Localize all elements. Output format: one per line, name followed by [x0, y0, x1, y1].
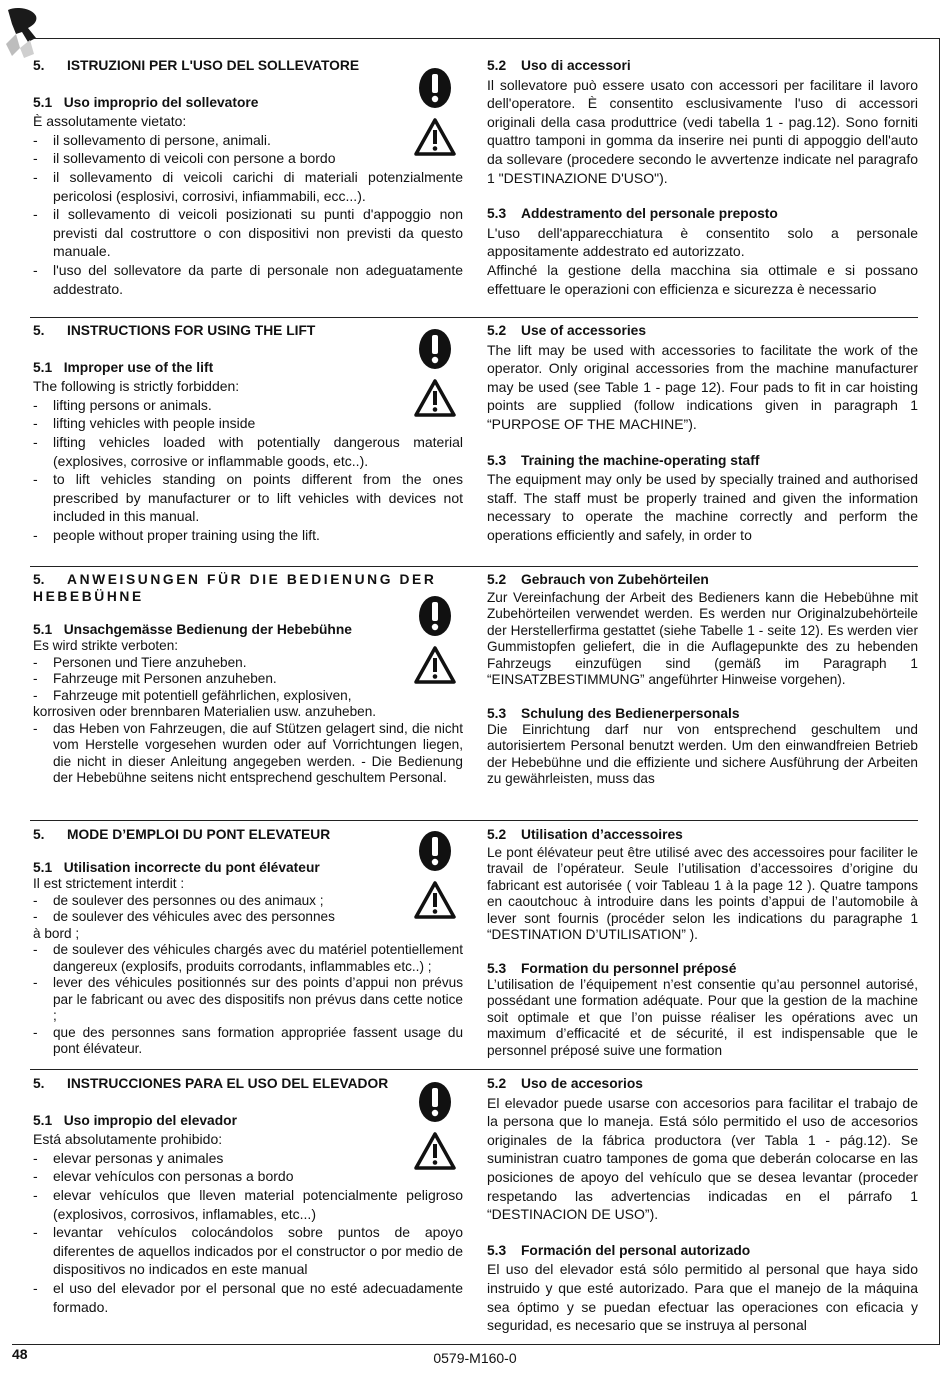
- section-title: 5. INSTRUCTIONS FOR USING THE LIFT: [33, 323, 316, 338]
- subsection-title: 5.3 Formación del personal autorizado: [487, 1242, 751, 1258]
- list-item: - de soulever des véhicules avec des personnes: [33, 909, 463, 926]
- subsection-title: 5.1 Improper use of the lift: [33, 359, 214, 375]
- warning-triangle-icon: [413, 645, 457, 685]
- list-item: - il sollevamento di veicoli carichi di materiali potenzialmente pericolosi (esplosivi, corrosivi, infiammabili, ecc...).: [33, 168, 463, 205]
- paragraph: L'uso dell'apparecchiatura è consentito solo a personale appositamente addestrato ed autorizzato.: [487, 224, 918, 260]
- list-item: - to lift vehicles standing on points different from the ones prescribed by manufacturer or to lift vehicles with devices not included in this manual.: [33, 470, 463, 526]
- section-title: 5. INSTRUCCIONES PARA EL USO DEL ELEVADOR: [33, 1076, 389, 1091]
- warning-triangle-icon: [413, 1131, 457, 1171]
- subsection-title: 5.2 Gebrauch von Zubehörteilen: [487, 572, 709, 587]
- forbidden-list: [33, 131, 463, 298]
- forbidden-list: [33, 655, 463, 705]
- stop-exclamation-icon: [417, 830, 453, 872]
- subsection-title: 5.2 Uso di accessori: [487, 58, 631, 73]
- safety-icons: [413, 1081, 457, 1171]
- stop-exclamation-icon: [417, 328, 453, 370]
- intro-text: Está absolutamente prohibido:: [33, 1131, 223, 1148]
- list-item: - elevar personas y animales: [33, 1149, 463, 1168]
- warning-triangle-icon: [413, 880, 457, 920]
- intro-text: The following is strictly forbidden:: [33, 378, 240, 395]
- list-item: - que des personnes sans formation appropriée fassent usage du pont élévateur.: [33, 1025, 463, 1058]
- paragraph: The equipment may only be used by specially trained and authorised staff. The staff must be properly trained and given the information necessary to operate the machine correctly and perform the operations efficiently and safely, in order to: [487, 471, 918, 543]
- warning-triangle-icon: [413, 378, 457, 418]
- list-item: - el uso del elevador por el personal que no esté adecuadamente formado.: [33, 1279, 463, 1316]
- safety-icons: [413, 595, 457, 685]
- list-item: - il sollevamento di persone, animali.: [33, 131, 463, 150]
- section-title: 5. ISTRUZIONI PER L'USO DEL SOLLEVATORE: [33, 58, 360, 73]
- list-continuation: korrosiven oder brennbaren Materialien usw. anzuheben.: [33, 704, 377, 719]
- paragraph: El uso del elevador está sólo permitido al personal que haya sido instruido y que esté autorizado. Para que el manejo de la máquina sea óptimo y se puedan efectuar las operaciones con eficacia y seguridad, es necesario que se instruya al personal: [487, 1261, 918, 1334]
- subsection-title: 5.1 Utilisation incorrecte du pont élévateur: [33, 860, 320, 875]
- list-item: - lever des véhicules positionnés sur des points d’appui non prévus par le fabricant ou avec des dispositifs non prévus dans cette notice ;: [33, 975, 463, 1025]
- paragraph: Die Einrichtung darf nur von entsprechend geschultem und autorisiertem Personal benutzt werden. Um den einwandfreien Betrieb der Hebebühne und die effiziente und sichere Ausführung der Arbeiten zu gewährleisten, muss das: [487, 721, 918, 787]
- subsection-title: 5.3 Training the machine-operating staff: [487, 452, 760, 468]
- list-item: - l'uso del sollevatore da parte di personale non adeguatamente addestrato.: [33, 261, 463, 298]
- list-item: - il sollevamento di veicoli con persone a bordo: [33, 149, 463, 168]
- stop-exclamation-icon: [417, 67, 453, 109]
- paragraph: Le pont élévateur peut être utilisé avec des accessoires pour faciliter le travail de l’opérateur. Seule l’utilisation d’accessoires d’origine du fabricant est autorisée ( voir Tableau 1 à la page 12 ). Quatre tampons en caoutchouc à introduire dans les points d’appui de l’automobile à lever sont fournis (procéder selon les indications du paragraphe 1 “DESTINATION D’UTILISATION” ).: [487, 844, 918, 943]
- section-separator: [30, 820, 918, 821]
- section-title: 5. MODE D’EMPLOI DU PONT ELEVATEUR: [33, 827, 331, 842]
- list-item: - people without proper training using the lift.: [33, 526, 463, 545]
- forbidden-list: [33, 396, 463, 545]
- paragraph: El elevador puede usarse con accesorios para facilitar el trabajo de la persona que lo maneja. Está sólo permitido el uso de accesorios originales de la fábrica productora (ver Tabla 1 - pág.12). Se suministran cuatro tampones de goma que deberán colocarse en las posiciones de apoyo del vehículo que se desea levantar (proceder respetando las advertencias indicadas en el párrafo 1 “DESTINACION DE USO”).: [487, 1094, 918, 1223]
- intro-text: Es wird strikte verboten:: [33, 638, 179, 653]
- paragraph: The lift may be used with accessories to facilitate the work of the operator. Only original accessories from the machine manufacturer may be used (see Table 1 - page 12). Four pads to fit in car hoisting points are supplied (follow indications given in paragraph 1 “PURPOSE OF THE MACHINE”).: [487, 341, 918, 432]
- section-separator: [30, 1069, 918, 1070]
- subsection-title: 5.1 Uso impropio del elevador: [33, 1112, 237, 1128]
- logo-mark: [2, 4, 44, 58]
- list-item: - de soulever des personnes ou des animaux ;: [33, 893, 463, 910]
- list-item: - lifting vehicles with people inside: [33, 414, 463, 433]
- paragraph: Affinché la gestione della macchina sia ottimale e si possano effettuare le operazioni con efficienza e sicurezza è necessario: [487, 261, 918, 297]
- list-item: - das Heben von Fahrzeugen, die auf Stützen gelagert sind, die nicht vom Herstelle vorgesehen wurden oder auf Vorrichtungen liegen, die nicht in dieser Anleitung angegeben werden. - Die Bedienung der Hebebühne seitens nicht entsprechend geschultem Personal.: [33, 721, 463, 787]
- list-item: - de soulever des véhicules chargés avec du matériel potentiellement dangereux (explosifs, produits corrodants, inflammables etc..) ;: [33, 942, 463, 975]
- stop-exclamation-icon: [417, 1081, 453, 1123]
- list-item: - lifting vehicles loaded with potentially dangerous material (explosives, corrosive or inflammable goods, etc..).: [33, 433, 463, 470]
- stop-exclamation-icon: [417, 595, 453, 637]
- list-item: - elevar vehículos que lleven material potencialmente peligroso (explosivos, corrosivos, inflamables, etc...): [33, 1186, 463, 1223]
- forbidden-list: [33, 1149, 463, 1316]
- list-item: - elevar vehículos con personas a bordo: [33, 1167, 463, 1186]
- frame-top-line: [30, 38, 940, 39]
- document-code: 0579-M160-0: [433, 1350, 517, 1366]
- subsection-title: 5.3 Schulung des Bedienerpersonals: [487, 705, 740, 721]
- section-separator: [30, 566, 918, 567]
- list-item: - il sollevamento di veicoli posizionati su punti d'appoggio non previsti dal costruttore o con dispositivi non previsti da questo manuale.: [33, 205, 463, 261]
- list-item: - lifting persons or animals.: [33, 396, 463, 415]
- forbidden-list: [33, 893, 463, 926]
- subsection-title: 5.2 Utilisation d’accessoires: [487, 827, 683, 842]
- subsection-title: 5.1 Uso improprio del sollevatore: [33, 94, 259, 110]
- intro-text: È assolutamente vietato:: [33, 113, 187, 130]
- paragraph: Il sollevatore può essere usato con accessori per facilitare il lavoro dell'operatore. È consentito esclusivamente l'uso di accessori originali della casa produttrice (vedi tabella 1 - pag.12). Sono forniti quattro tamponi in gomma da inserire nei punti di appoggio dell'auto da sollevare (procedere secondo le avvertenze indicate nel paragrafo 1 "DESTINAZIONE D'USO").: [487, 76, 918, 186]
- list-item: - Fahrzeuge mit potentiell gefährlichen, explosiven,: [33, 688, 463, 705]
- safety-icons: [413, 67, 457, 157]
- subsection-title: 5.1 Unsachgemässe Bedienung der Hebebühne: [33, 622, 352, 637]
- frame-bottom-line: [12, 1344, 940, 1345]
- page-number: 48: [12, 1346, 28, 1362]
- subsection-title: 5.2 Uso de accesorios: [487, 1076, 643, 1091]
- list-item: - Personen und Tiere anzuheben.: [33, 655, 463, 672]
- list-item: - Fahrzeuge mit Personen anzuheben.: [33, 671, 463, 688]
- forbidden-list: [33, 721, 463, 787]
- frame-right-line: [939, 38, 940, 1345]
- intro-text: Il est strictement interdit :: [33, 876, 185, 891]
- section-separator: [30, 317, 918, 318]
- subsection-title: 5.3 Formation du personnel préposé: [487, 960, 737, 976]
- section-title: 5. ANWEISUNGEN FÜR DIE BEDIENUNG DER HEBEBÜHNE: [33, 572, 437, 604]
- warning-triangle-icon: [413, 117, 457, 157]
- paragraph: L’utilisation de l’équipement n’est consentie qu’au personnel autorisé, possédant une formation adéquate. Pour que la gestion de la machine soit optimale et que l’on puisse réaliser les opérations avec un maximum d’efficacité et de sécurité, il est indispensable que le personnel préposé suive une formation: [487, 976, 918, 1058]
- paragraph: Zur Vereinfachung der Arbeit des Bedieners kann die Hebebühne mit Zubehörteilen verwendet werden. Es werden nur Originalzubehörteile der Herstellerfirma gestattet (siehe Tabelle 1 - seite 12). Es werden vier Gummistopfen geliefert, die in die Auflagepunkte des zu hebenden Fahrzeugs einzufügen sind (gemäß im Paragraph 1 “EINSATZBESTIMMUNG” angeführter Hinweise vorgehen).: [487, 589, 918, 688]
- forbidden-list: [33, 942, 463, 1058]
- list-item: - levantar vehículos colocándolos sobre puntos de apoyo diferentes de aquellos indicados por el constructor o por medio de dispositivos no indicados en este manual: [33, 1223, 463, 1279]
- subsection-title: 5.2 Use of accessories: [487, 323, 647, 338]
- subsection-title: 5.3 Addestramento del personale preposto: [487, 206, 778, 222]
- list-continuation: à bord ;: [33, 925, 80, 941]
- safety-icons: [413, 328, 457, 418]
- safety-icons: [413, 830, 457, 920]
